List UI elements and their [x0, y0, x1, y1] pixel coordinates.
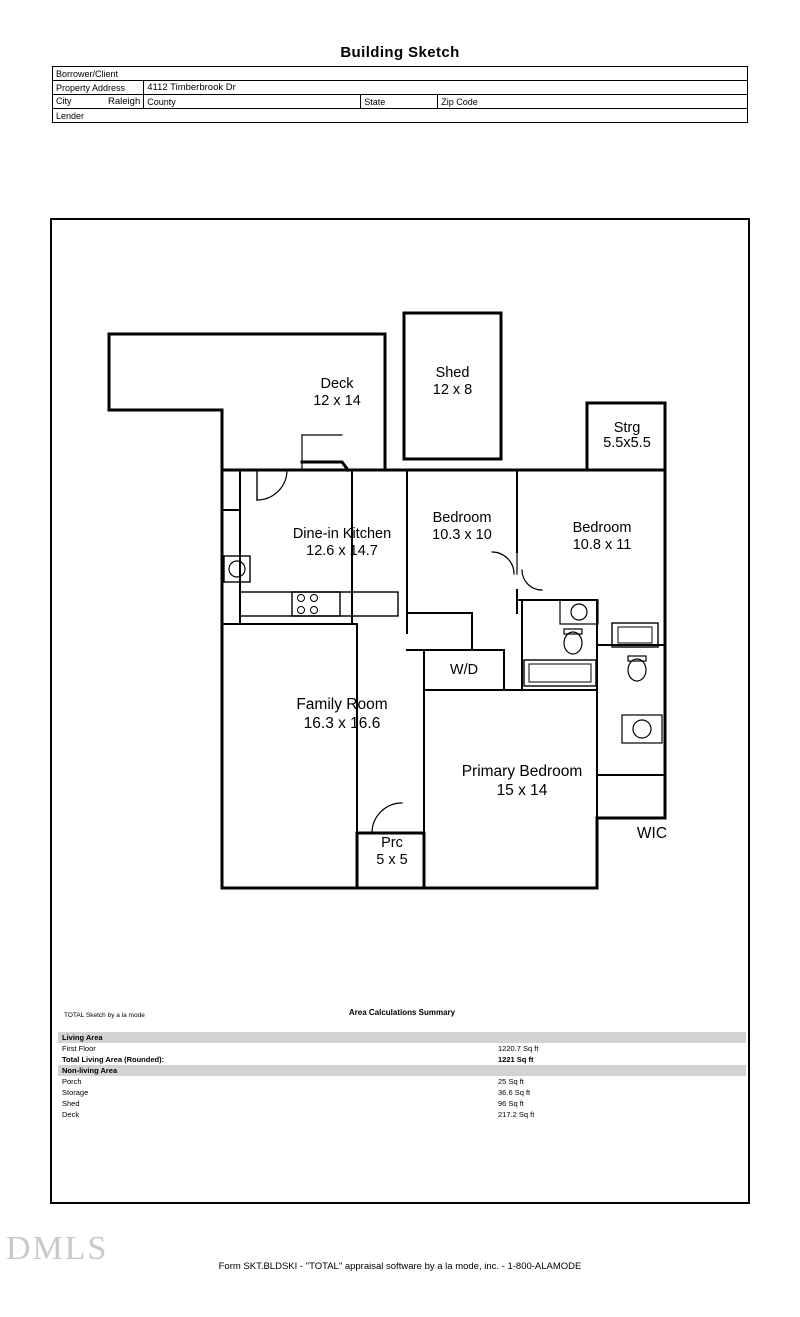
city-label-text: City [56, 96, 72, 106]
room-name: Dine-in Kitchen [292, 526, 392, 542]
room-label-deck [282, 376, 392, 410]
state-cell [361, 95, 438, 109]
calc-row-name: Storage [62, 1088, 89, 1097]
room-name: W/D [449, 662, 479, 678]
calc-row-name: First Floor [62, 1044, 96, 1053]
calc-row-name: Shed [62, 1099, 80, 1108]
table-row [58, 1054, 746, 1065]
table-row [58, 1098, 746, 1109]
calc-row-value: 36.6 Sq ft [498, 1088, 531, 1097]
area-calculations-title: Area Calculations Summary [348, 1008, 456, 1017]
room-dims: 12 x 8 [432, 382, 473, 398]
county-cell [144, 95, 361, 109]
lender-label: Lender [53, 109, 748, 123]
room-label-bedroom-1 [407, 510, 517, 544]
room-dims: 12.6 x 14.7 [306, 543, 378, 559]
calc-row-value: 1220.7 Sq ft [498, 1044, 539, 1053]
calc-row-name: Deck [62, 1110, 80, 1119]
table-row [53, 67, 748, 81]
room-name: Prc [381, 835, 403, 851]
room-dims: 16.3 x 16.6 [303, 715, 381, 732]
room-name: Bedroom [432, 510, 492, 526]
room-name: Primary Bedroom [461, 763, 583, 780]
room-dims: 15 x 14 [496, 782, 548, 799]
state-label: State [364, 96, 386, 107]
table-row [58, 1065, 746, 1076]
table-row [53, 109, 748, 123]
room-label-shed [400, 365, 505, 399]
room-name: WIC [636, 825, 668, 842]
table-row [53, 95, 748, 109]
room-name: Deck [320, 376, 354, 392]
area-calculations-table [58, 1032, 746, 1120]
room-label-bedroom-2 [537, 520, 667, 554]
room-name: Family Room [296, 696, 388, 713]
room-label-porch [362, 835, 422, 869]
zip-cell [438, 95, 748, 109]
calc-row-value: 96 Sq ft [498, 1099, 524, 1108]
room-label-strg [587, 420, 667, 451]
building-sketch-frame [50, 218, 750, 1204]
room-name: Bedroom [572, 520, 632, 536]
city-label [53, 95, 144, 109]
calc-row-value: 217.2 Sq ft [498, 1110, 535, 1119]
room-dims: 12 x 14 [313, 393, 361, 409]
city-value: Raleigh [108, 96, 141, 107]
property-address-label: Property Address [53, 81, 144, 95]
room-dims: 10.8 x 11 [572, 537, 632, 553]
table-row [58, 1109, 746, 1120]
room-label-primary-bedroom [422, 762, 622, 800]
zip-label: Zip Code [441, 96, 478, 107]
sketch-credit-note: TOTAL Sketch by a la mode [64, 1012, 145, 1019]
calc-row-name: Total Living Area (Rounded): [62, 1055, 165, 1064]
table-row [58, 1076, 746, 1087]
footer-form-text: Form SKT.BLDSKI - "TOTAL" appraisal software by a la mode, inc. - 1-800-ALAMODE [218, 1261, 582, 1272]
table-row [58, 1032, 746, 1043]
room-dims: 5.5x5.5 [603, 435, 651, 451]
section-heading-living: Living Area [58, 1032, 746, 1043]
room-label-wd [434, 662, 494, 679]
property-info-table [52, 66, 748, 123]
room-dims: 10.3 x 10 [432, 527, 492, 543]
section-heading-nonliving: Non-living Area [58, 1065, 746, 1076]
room-name: Strg [613, 420, 641, 436]
table-row [53, 81, 748, 95]
table-row [58, 1087, 746, 1098]
calc-row-value: 25 Sq ft [498, 1077, 524, 1086]
calc-row-value: 1221 Sq ft [498, 1055, 534, 1064]
borrower-label: Borrower/Client [53, 67, 748, 81]
room-dims: 5 x 5 [376, 852, 408, 868]
county-label: County [147, 96, 176, 107]
room-name: Shed [435, 365, 470, 381]
page-title: Building Sketch [340, 44, 460, 61]
property-address-value: 4112 Timberbrook Dr [144, 81, 748, 95]
table-row [58, 1043, 746, 1054]
room-label-family-room [247, 695, 437, 733]
room-label-wic [622, 825, 682, 843]
mls-logo: DMLS [6, 1230, 109, 1267]
calc-row-name: Porch [62, 1077, 82, 1086]
